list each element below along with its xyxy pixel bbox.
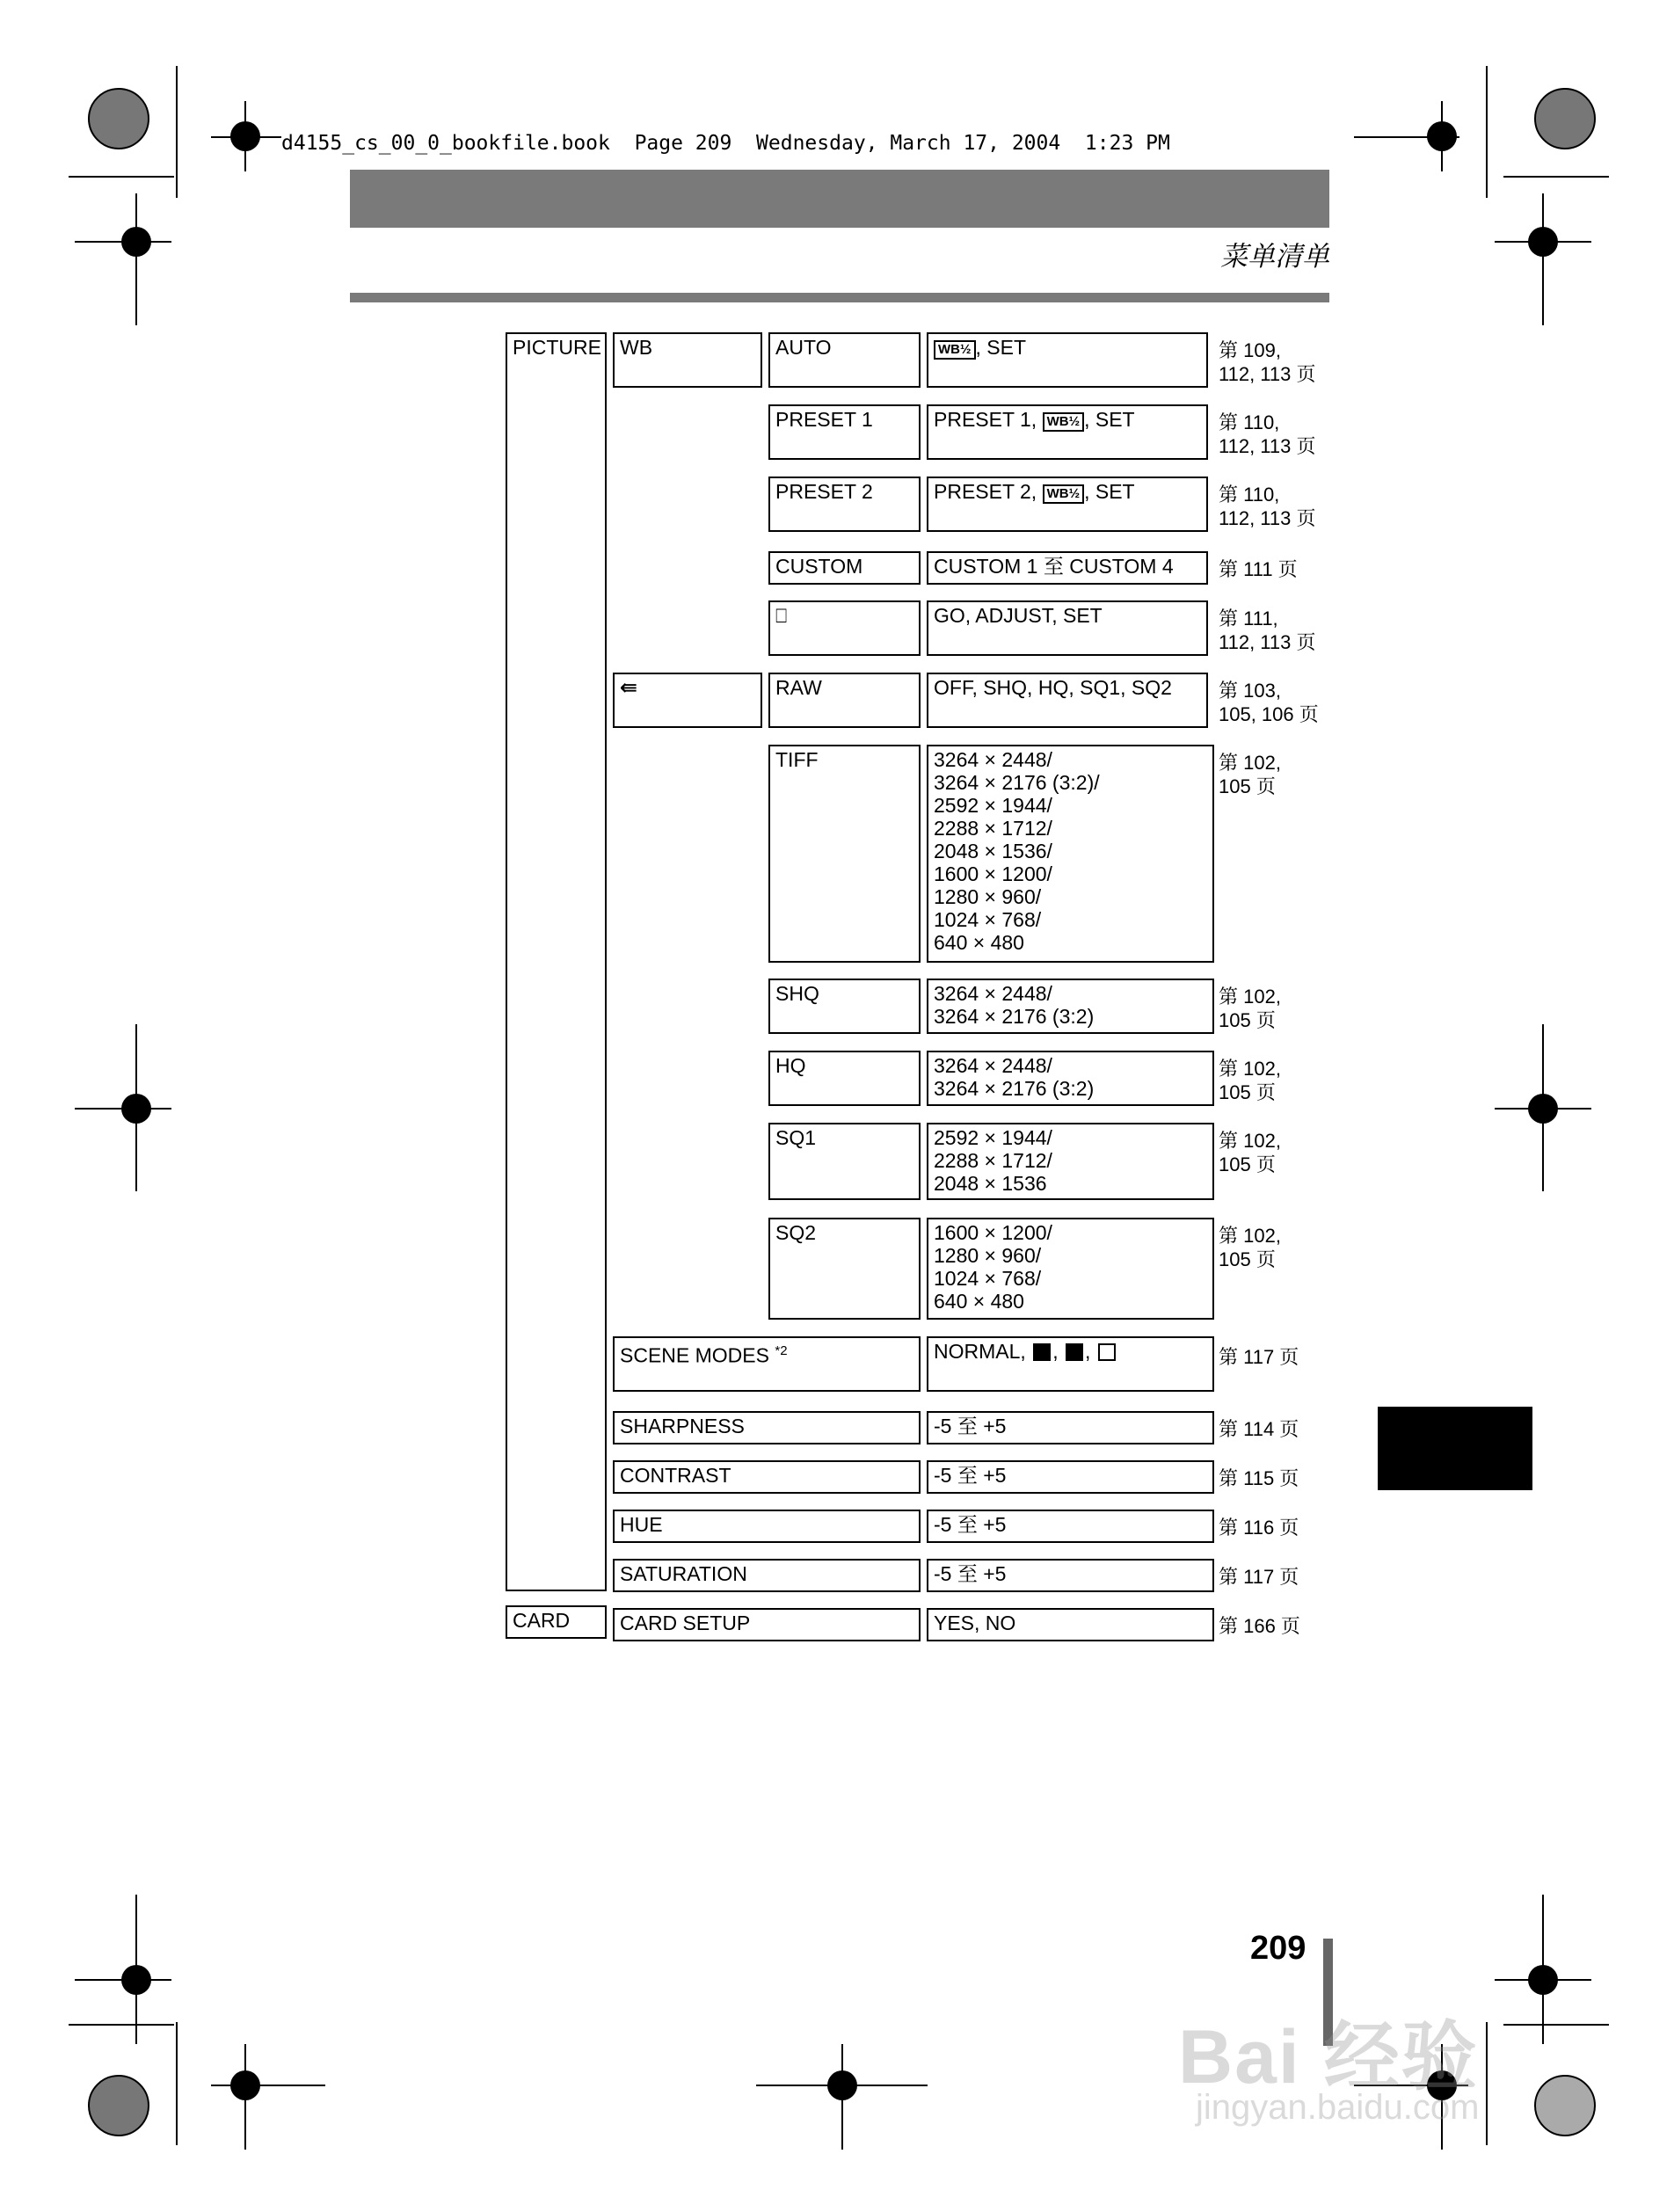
crop-mark <box>176 66 178 198</box>
one-touch-wb-icon: ⎕ <box>775 605 788 627</box>
crosshair-line <box>75 1108 171 1110</box>
file-info-line: d4155_cs_00_0_bookfile.book Page 209 Wednesday, March 17, 2004 1:23 PM <box>281 132 1170 155</box>
crop-mark <box>69 176 174 178</box>
landscape-icon <box>1066 1343 1083 1361</box>
portrait-icon <box>1033 1343 1051 1361</box>
submenu-record-mode <box>613 673 762 728</box>
crosshair-line <box>1542 1024 1544 1191</box>
value-contrast <box>927 1460 1214 1494</box>
crosshair-line <box>75 1979 171 1981</box>
submenu-card-setup <box>613 1608 921 1641</box>
crosshair-line <box>211 136 281 138</box>
option-preset1-label: PRESET 1 <box>775 408 873 431</box>
value-preset1-text-a: PRESET 1, <box>934 408 1043 431</box>
option-raw <box>768 673 921 728</box>
section-title: 菜单清单 <box>1220 241 1329 272</box>
page-ref-shq: 第 102, 105 页 <box>1219 986 1281 1031</box>
option-tiff <box>768 745 921 963</box>
value-sq2 <box>927 1218 1214 1320</box>
page-ref-preset2: 第 110, 112, 113 页 <box>1219 484 1316 529</box>
crosshair-line <box>135 1024 137 1191</box>
crosshair-line <box>1542 1895 1544 2044</box>
value-raw-text: OFF, SHQ, HQ, SQ1, SQ2 <box>934 676 1172 699</box>
menu-picture-label: PICTURE <box>513 336 601 359</box>
value-card <box>927 1608 1214 1641</box>
crop-mark <box>1486 66 1488 198</box>
value-auto <box>927 332 1208 388</box>
crop-mark <box>1503 176 1609 178</box>
night-scene-icon <box>1098 1343 1116 1361</box>
registration-target <box>88 2075 149 2136</box>
value-preset2-text-a: PRESET 2, <box>934 480 1043 503</box>
submenu-wb-label: WB <box>620 336 653 359</box>
option-preset2-label: PRESET 2 <box>775 480 873 503</box>
registration-target <box>1534 2075 1596 2136</box>
page-ref-sharpness: 第 114 页 <box>1219 1418 1299 1440</box>
wb-icon: WB½ <box>934 340 976 360</box>
crosshair-line <box>135 193 137 325</box>
value-scene-text: NORMAL, <box>934 1340 1032 1363</box>
crop-mark <box>1486 2022 1488 2145</box>
option-shq-label: SHQ <box>775 982 819 1005</box>
wb-icon: WB½ <box>1043 412 1085 432</box>
submenu-contrast <box>613 1460 921 1494</box>
crosshair-line <box>135 1895 137 2044</box>
value-tiff-text: 3264 × 2448/ 3264 × 2176 (3:2)/ 2592 × 1944/ 2288 × 1712/ 2048 × 1536/ 1600 × 1200/ 1280 × 960/ 1024 × 768/ 640 × 480 <box>934 748 1100 954</box>
option-custom <box>768 551 921 585</box>
menu-picture <box>506 332 607 1591</box>
page-ref-scene: 第 117 页 <box>1219 1346 1299 1368</box>
page-ref-preset1: 第 110, 112, 113 页 <box>1219 411 1316 457</box>
value-sharpness <box>927 1411 1214 1444</box>
option-preset2 <box>768 477 921 532</box>
watermark-url: jingyan.baidu.com <box>1196 2088 1480 2127</box>
option-one-touch-wb <box>768 600 921 656</box>
submenu-sharpness <box>613 1411 921 1444</box>
crosshair-line <box>244 2044 246 2150</box>
menu-card-label: CARD <box>513 1609 571 1632</box>
menu-card <box>506 1605 607 1639</box>
option-sq2 <box>768 1218 921 1320</box>
page-number: 209 <box>1250 1930 1306 1967</box>
option-auto-label: AUTO <box>775 336 832 359</box>
wb-icon: WB½ <box>1043 484 1085 504</box>
option-tiff-label: TIFF <box>775 748 819 771</box>
watermark-brand: Bai 经验 <box>1178 2015 1479 2099</box>
crop-mark <box>1503 2024 1609 2026</box>
value-shq <box>927 979 1214 1034</box>
registration-target <box>88 88 149 149</box>
value-saturation <box>927 1559 1214 1592</box>
header-rule <box>350 293 1329 302</box>
value-hq-text: 3264 × 2448/ 3264 × 2176 (3:2) <box>934 1054 1095 1100</box>
value-sq2-text: 1600 × 1200/ 1280 × 960/ 1024 × 768/ 640 × 480 <box>934 1221 1052 1313</box>
value-preset1 <box>927 404 1208 460</box>
page-ref-contrast: 第 115 页 <box>1219 1467 1299 1489</box>
crosshair-line <box>1354 136 1459 138</box>
chapter-tab <box>1378 1407 1532 1490</box>
value-saturation-text: -5 至 +5 <box>934 1562 1007 1585</box>
value-preset1-text-b: , SET <box>1084 408 1135 431</box>
value-sq1 <box>927 1123 1214 1200</box>
option-preset1 <box>768 404 921 460</box>
option-sq1-label: SQ1 <box>775 1126 817 1149</box>
value-contrast-text: -5 至 +5 <box>934 1464 1007 1487</box>
value-custom <box>927 551 1208 585</box>
option-raw-label: RAW <box>775 676 822 699</box>
page-ref-sq1: 第 102, 105 页 <box>1219 1130 1281 1175</box>
value-custom-text: CUSTOM 1 至 CUSTOM 4 <box>934 555 1174 578</box>
value-preset2-text-b: , SET <box>1084 480 1135 503</box>
option-auto <box>768 332 921 388</box>
contrast-label: CONTRAST <box>620 1464 731 1487</box>
value-hue <box>927 1510 1214 1543</box>
header-band <box>350 170 1329 228</box>
crop-mark <box>69 2024 174 2026</box>
saturation-label: SATURATION <box>620 1562 747 1585</box>
registration-target <box>1534 88 1596 149</box>
option-sq2-label: SQ2 <box>775 1221 817 1244</box>
card-setup-label: CARD SETUP <box>620 1612 751 1634</box>
page-ref-one-touch: 第 111, 112, 113 页 <box>1219 608 1316 653</box>
value-sharpness-text: -5 至 +5 <box>934 1415 1007 1437</box>
option-custom-label: CUSTOM <box>775 555 863 578</box>
option-sq1 <box>768 1123 921 1200</box>
value-scene: NORMAL, , , <box>927 1336 1214 1392</box>
crosshair-line <box>75 241 171 243</box>
page-ref-card: 第 166 页 <box>1219 1615 1300 1637</box>
submenu-scene-modes <box>613 1336 921 1392</box>
option-hq-label: HQ <box>775 1054 806 1077</box>
value-one-touch <box>927 600 1208 656</box>
page-ref-raw: 第 103, 105, 106 页 <box>1219 680 1319 725</box>
page-ref-saturation: 第 117 页 <box>1219 1566 1299 1588</box>
value-one-touch-text: GO, ADJUST, SET <box>934 604 1103 627</box>
hue-label: HUE <box>620 1513 663 1536</box>
value-sq1-text: 2592 × 1944/ 2288 × 1712/ 2048 × 1536 <box>934 1126 1052 1195</box>
submenu-wb <box>613 332 762 388</box>
value-card-text: YES, NO <box>934 1612 1016 1634</box>
value-preset2 <box>927 477 1208 532</box>
value-auto-text: , SET <box>975 336 1027 359</box>
crosshair-line <box>211 2085 325 2086</box>
scene-modes-footnote: *2 <box>775 1343 788 1358</box>
page-ref-auto: 第 109, 112, 113 页 <box>1219 339 1316 385</box>
value-raw <box>927 673 1208 728</box>
page-ref-sq2: 第 102, 105 页 <box>1219 1225 1281 1270</box>
sharpness-label: SHARPNESS <box>620 1415 745 1437</box>
page-ref-hue: 第 116 页 <box>1219 1517 1299 1539</box>
value-shq-text: 3264 × 2448/ 3264 × 2176 (3:2) <box>934 982 1095 1028</box>
crosshair-line <box>1542 193 1544 325</box>
value-tiff <box>927 745 1214 963</box>
page-ref-custom: 第 111 页 <box>1219 558 1298 580</box>
value-hue-text: -5 至 +5 <box>934 1513 1007 1536</box>
page-ref-tiff: 第 102, 105 页 <box>1219 752 1281 797</box>
crosshair-line <box>1441 101 1443 171</box>
option-hq <box>768 1051 921 1106</box>
scene-modes-label: SCENE MODES <box>620 1343 769 1367</box>
page-ref-hq: 第 102, 105 页 <box>1219 1058 1281 1103</box>
record-mode-icon: ⇚ <box>620 676 638 700</box>
option-shq <box>768 979 921 1034</box>
crosshair-line <box>841 2044 843 2150</box>
submenu-saturation <box>613 1559 921 1592</box>
crop-mark <box>176 2022 178 2145</box>
submenu-hue <box>613 1510 921 1543</box>
value-hq <box>927 1051 1214 1106</box>
crosshair-line <box>244 101 246 171</box>
